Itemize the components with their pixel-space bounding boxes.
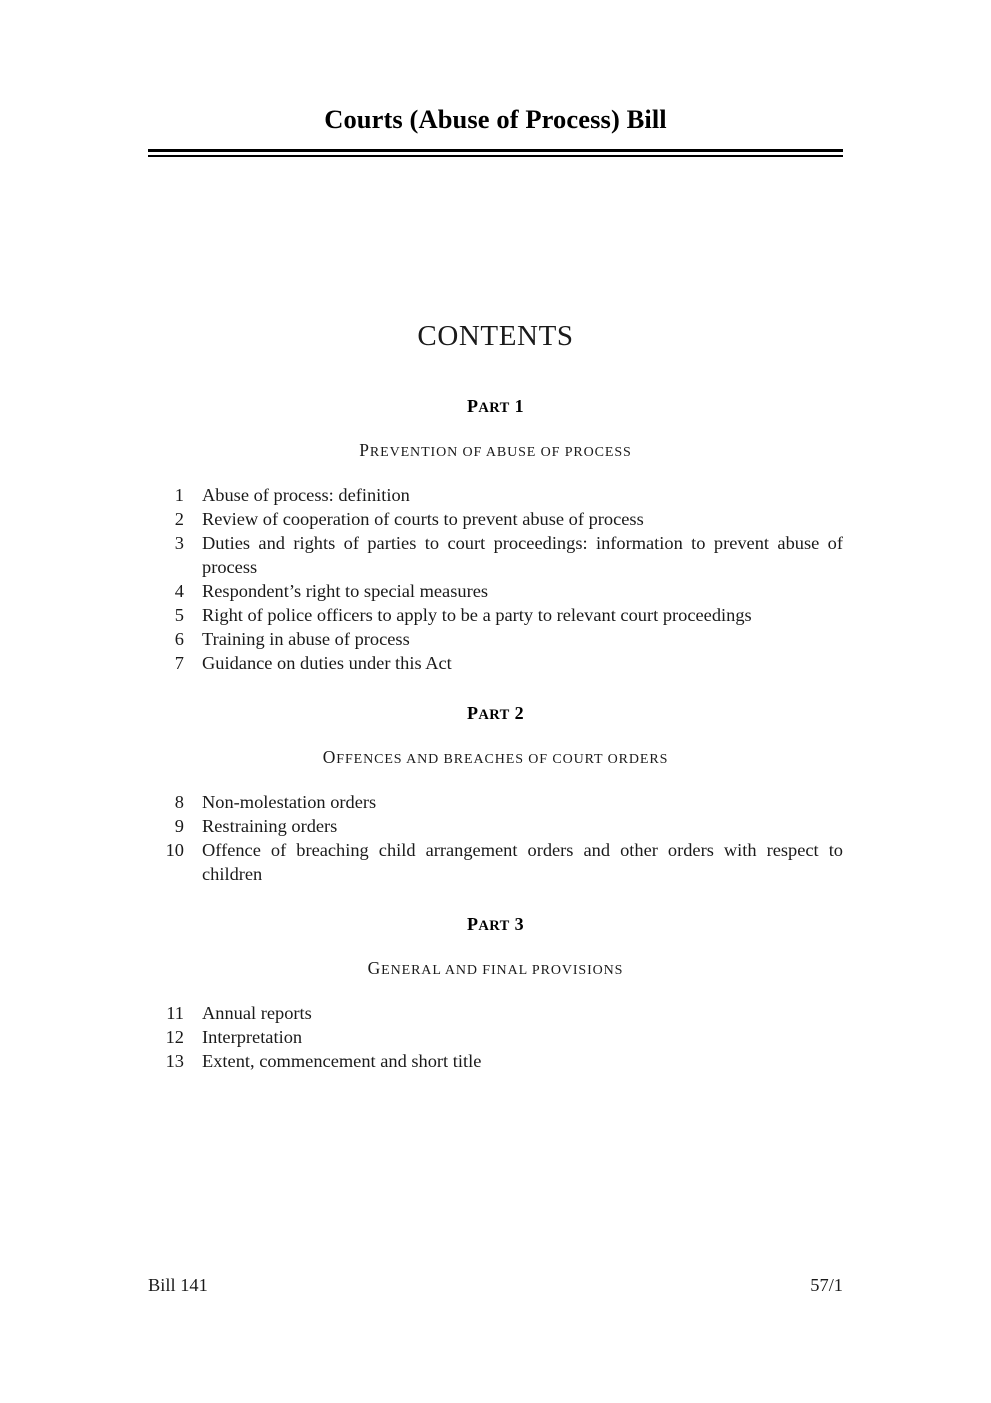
toc-entry-number: 12	[165, 1027, 184, 1048]
toc-entry[interactable]	[148, 1001, 843, 1025]
contents-column	[148, 396, 843, 1073]
toc-entry-number: 6	[174, 629, 184, 650]
toc-entry-number: 13	[165, 1051, 184, 1072]
toc-entry[interactable]	[148, 1025, 843, 1049]
toc-entry[interactable]	[148, 627, 843, 651]
part-heading-rest: ART	[478, 707, 510, 724]
toc-entry-title: Guidance on duties under this Act	[202, 653, 452, 674]
title-rule-thin	[148, 155, 843, 157]
page-footer	[148, 1275, 843, 1296]
toc-entry-title: Interpretation	[202, 1027, 303, 1048]
part-heading-initial: P	[466, 914, 479, 935]
title-rule-thick	[148, 149, 843, 152]
toc-entry-number: 2	[174, 509, 184, 530]
toc-entry[interactable]	[148, 483, 843, 507]
part-heading-2	[148, 703, 843, 724]
toc-entry[interactable]	[148, 507, 843, 531]
part-heading-rest: ART	[478, 918, 510, 935]
toc-entry[interactable]	[148, 814, 843, 838]
toc-entry-title: Right of police officers to apply to be a party to relevant court proceedings	[202, 605, 752, 626]
part-subtitle-initial: P	[359, 440, 370, 460]
footer-page-reference: 57/1	[810, 1275, 843, 1295]
part-subtitle-rest: REVENTION OF ABUSE OF PROCESS	[369, 445, 632, 460]
part-subtitle-initial: G	[367, 958, 382, 979]
toc-entry[interactable]	[148, 838, 843, 886]
toc-entry-number: 4	[174, 581, 184, 602]
part-subtitle-initial: O	[322, 747, 337, 768]
toc-entry-title: Abuse of process: definition	[202, 485, 410, 505]
part-heading-number: 1	[509, 396, 525, 416]
toc-entry-title: Respondent’s right to special measures	[202, 581, 489, 602]
toc-entry[interactable]	[148, 603, 843, 627]
part-section-1	[148, 396, 843, 675]
toc-entry-title: Offence of breaching child arrangement orders and other orders with respect to children	[202, 840, 843, 885]
part-heading-3	[148, 914, 843, 935]
part-subtitle-rest: FFENCES AND BREACHES OF COURT ORDERS	[336, 752, 669, 768]
toc-entry-title: Extent, commencement and short title	[202, 1051, 482, 1072]
contents-heading: CONTENTS	[417, 320, 574, 352]
toc-entry-title: Review of cooperation of courts to prevent abuse of process	[202, 509, 644, 530]
part-subtitle-1	[148, 440, 843, 461]
toc-list-part-2	[148, 790, 843, 886]
part-subtitle-2	[148, 747, 843, 768]
footer-bill-number: Bill 141	[148, 1275, 208, 1295]
toc-entry-number: 3	[174, 533, 184, 554]
toc-entry[interactable]	[148, 531, 843, 579]
toc-entry-number: 11	[166, 1003, 184, 1024]
part-heading-number: 2	[509, 703, 525, 724]
part-section-3	[148, 914, 843, 1073]
toc-entry-number: 8	[174, 792, 184, 813]
part-heading-number: 3	[509, 914, 525, 935]
part-heading-initial: P	[466, 396, 479, 416]
page-title: Courts (Abuse of Process) Bill	[324, 104, 667, 134]
toc-entry[interactable]	[148, 579, 843, 603]
part-heading-rest: ART	[478, 400, 510, 416]
title-block	[148, 104, 843, 157]
part-heading-initial: P	[466, 703, 479, 724]
toc-entry[interactable]	[148, 1049, 843, 1073]
part-subtitle-3	[148, 958, 843, 979]
toc-entry-title: Non-molestation orders	[202, 792, 377, 813]
toc-entry-number: 1	[174, 485, 184, 505]
toc-list-part-3	[148, 1001, 843, 1073]
part-heading-1	[148, 396, 843, 417]
part-subtitle-rest: ENERAL AND FINAL PROVISIONS	[381, 963, 624, 979]
toc-list-part-1	[148, 483, 843, 675]
part-section-2	[148, 703, 843, 886]
toc-entry-title: Duties and rights of parties to court proceedings: information to prevent abuse of process	[202, 533, 843, 578]
toc-entry-title: Restraining orders	[202, 816, 338, 837]
toc-entry-title: Annual reports	[202, 1003, 312, 1024]
toc-entry[interactable]	[148, 790, 843, 814]
toc-entry-number: 9	[174, 816, 184, 837]
toc-entry-number: 10	[165, 840, 184, 861]
toc-entry-title: Training in abuse of process	[202, 629, 410, 650]
toc-entry-number: 7	[174, 653, 184, 674]
toc-entry-number: 5	[174, 605, 184, 626]
toc-entry[interactable]	[148, 651, 843, 675]
